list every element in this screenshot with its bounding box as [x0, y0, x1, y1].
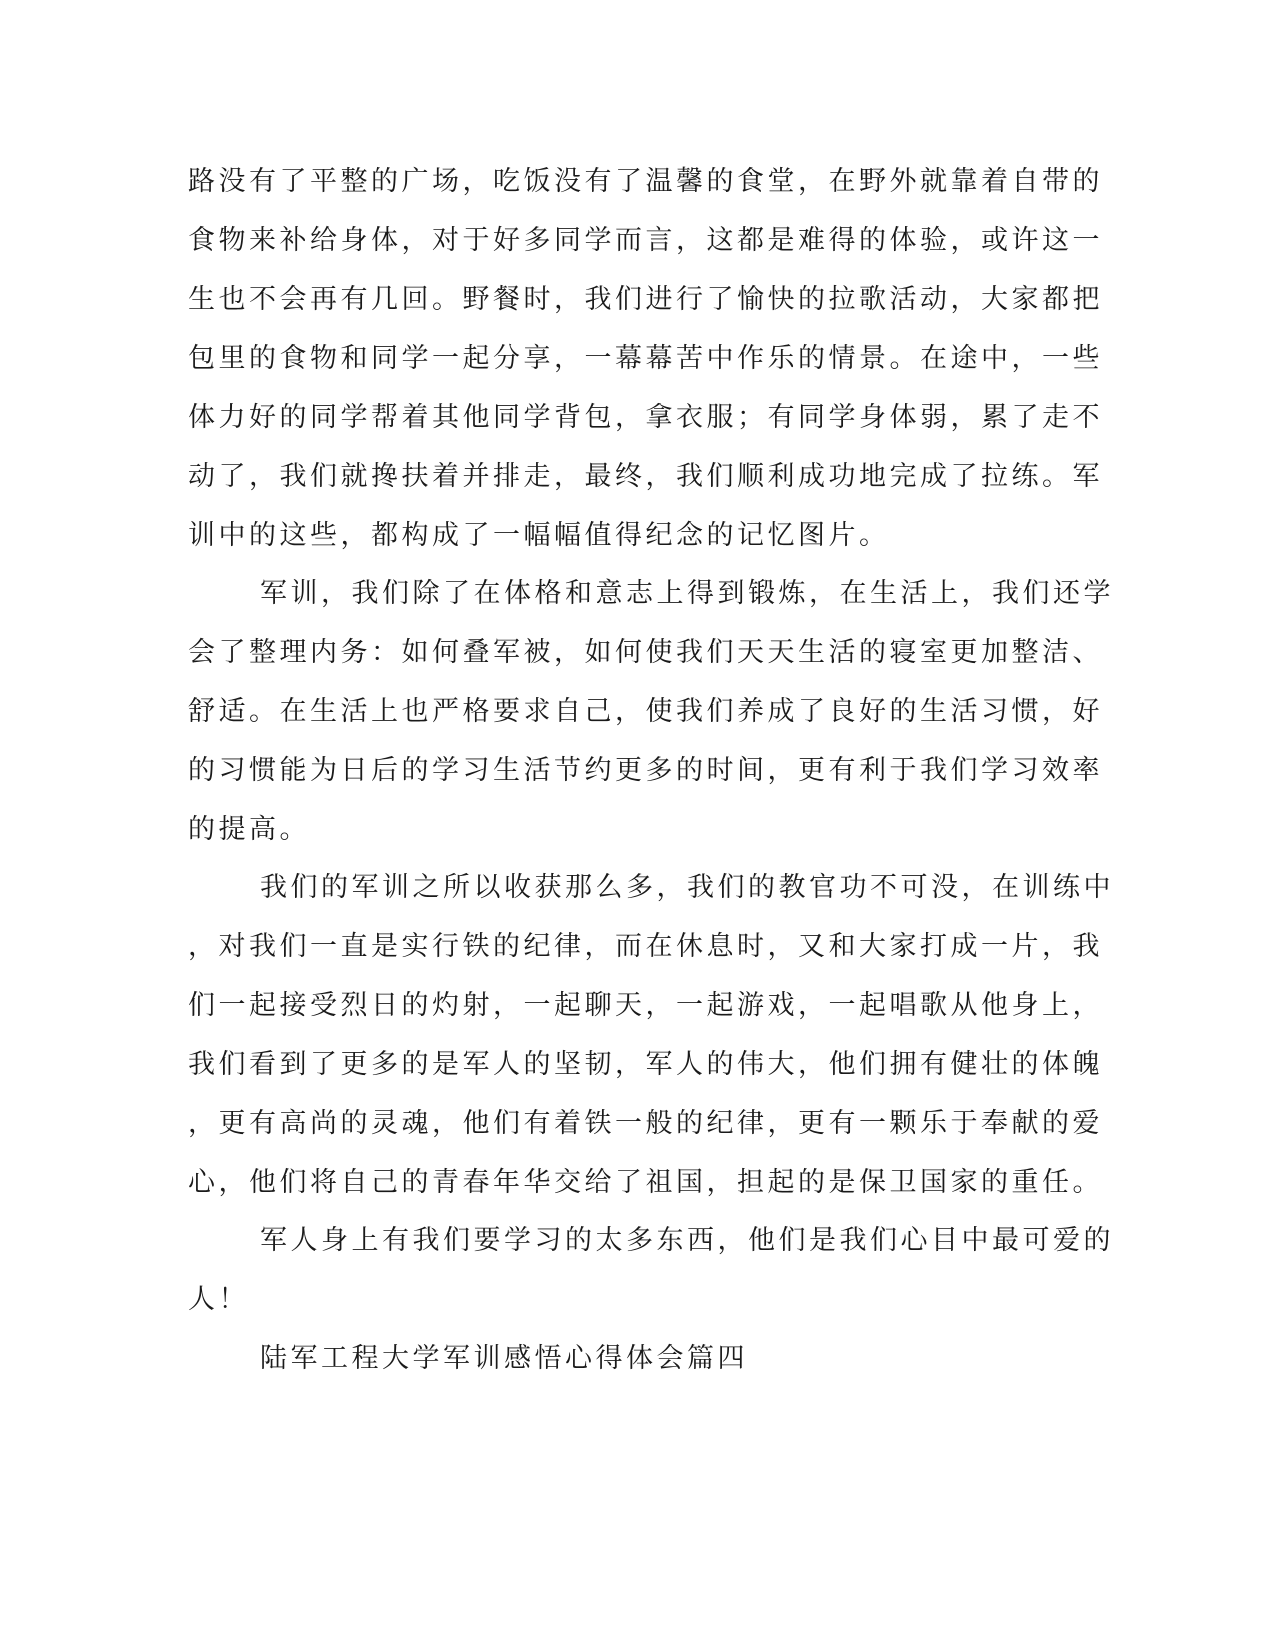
paragraph-line: 们一起接受烈日的灼射，一起聊天，一起游戏，一起唱歌从他身上， [188, 990, 1103, 1021]
paragraph-line: 训中的这些，都构成了一幅幅值得纪念的记忆图片。 [188, 520, 890, 551]
paragraph-line: 军人身上有我们要学习的太多东西，他们是我们心目中最可爱的 [260, 1225, 1114, 1256]
paragraph-line: 食物来补给身体，对于好多同学而言，这都是难得的体验，或许这一 [188, 225, 1103, 256]
paragraph-line: 心，他们将自己的青春年华交给了祖国，担起的是保卫国家的重任。 [188, 1167, 1103, 1198]
paragraph-line: 我们的军训之所以收获那么多，我们的教官功不可没，在训练中 [260, 872, 1114, 903]
paragraph-line: 的提高。 [188, 814, 310, 845]
paragraph-line: 体力好的同学帮着其他同学背包，拿衣服；有同学身体弱，累了走不 [188, 402, 1103, 433]
paragraph-line: 包里的食物和同学一起分享，一幕幕苦中作乐的情景。在途中，一些 [188, 343, 1103, 374]
paragraph-line: ，更有高尚的灵魂，他们有着铁一般的纪律，更有一颗乐于奉献的爱 [188, 1108, 1103, 1139]
paragraph-line: 我们看到了更多的是军人的坚韧，军人的伟大，他们拥有健壮的体魄 [188, 1049, 1103, 1080]
paragraph-line: 的习惯能为日后的学习生活节约更多的时间，更有利于我们学习效率 [188, 755, 1103, 786]
section-heading: 陆军工程大学军训感悟心得体会篇四 [260, 1343, 748, 1374]
paragraph-line: 军训，我们除了在体格和意志上得到锻炼，在生活上，我们还学 [260, 578, 1114, 609]
paragraph-line: 动了，我们就搀扶着并排走，最终，我们顺利成功地完成了拉练。军 [188, 461, 1103, 492]
paragraph-line: 舒适。在生活上也严格要求自己，使我们养成了良好的生活习惯，好 [188, 696, 1103, 727]
paragraph-line: 会了整理内务：如何叠军被，如何使我们天天生活的寝室更加整洁、 [188, 637, 1103, 668]
paragraph-line: 路没有了平整的广场，吃饭没有了温馨的食堂，在野外就靠着自带的 [188, 166, 1103, 197]
paragraph-line: 生也不会再有几回。野餐时，我们进行了愉快的拉歌活动，大家都把 [188, 284, 1103, 315]
paragraph-line: 人！ [188, 1284, 249, 1315]
paragraph-line: ，对我们一直是实行铁的纪律，而在休息时，又和大家打成一片，我 [188, 931, 1103, 962]
